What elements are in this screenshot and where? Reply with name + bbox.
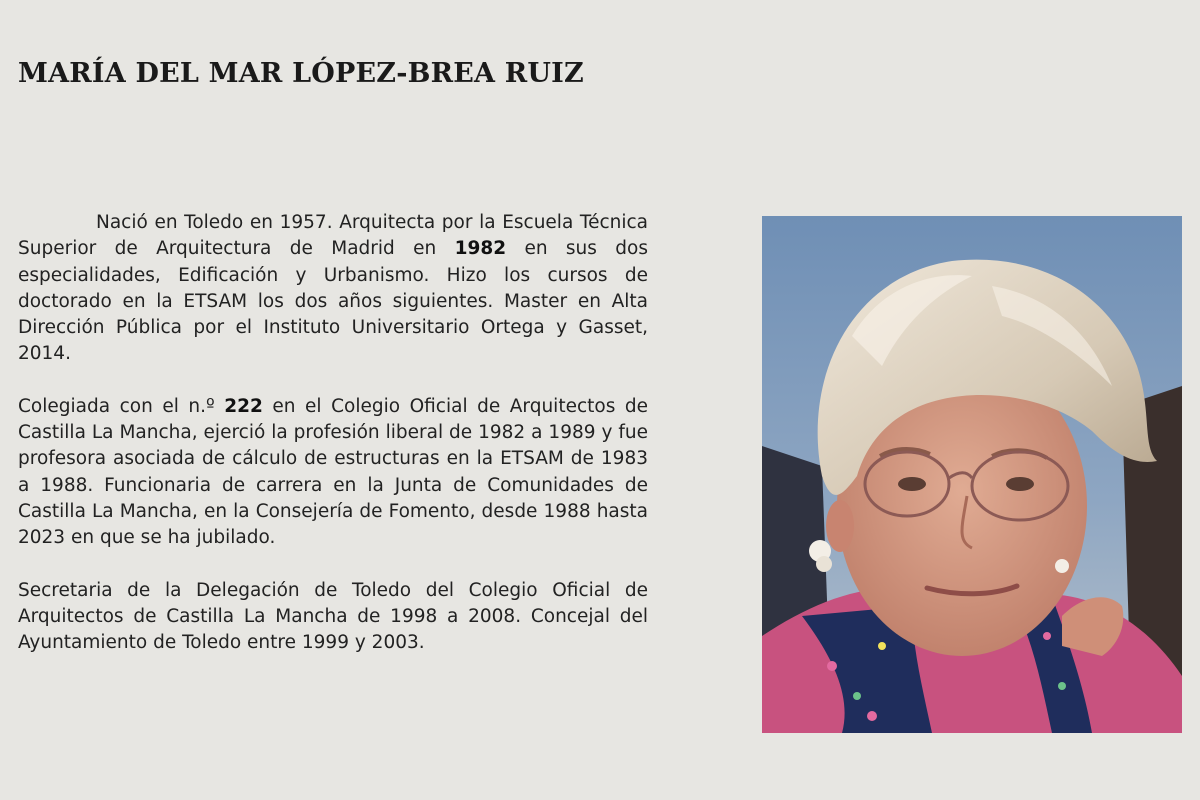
bio-p2-number-bold: 222 — [224, 395, 263, 417]
bio-p1-year-bold: 1982 — [454, 238, 507, 260]
bio-paragraph-2 — [18, 394, 648, 552]
bio-paragraph-1 — [18, 210, 648, 368]
page-title: MARÍA DEL MAR LÓPEZ-BREA RUIZ — [18, 58, 584, 89]
bio-p2-text-b: en el Colegio Oficial de Arquitectos de Castilla La Mancha, ejerció la profesión liberal de 1982 a 1989 y fue profesora asociada de cálculo de estructuras en la ETSAM de 1983 a 1988. Funcionaria de carrera en la Junta de Comunidades de Castilla La Mancha, en la Consejería de Fomento, desde 1988 hasta 2023 en que se ha jubilado. — [18, 395, 648, 549]
bio-p2-text-a: Colegiada con el n.º — [18, 395, 225, 417]
bio-p1-text-b: en sus dos especialidades, Edificación y Urbanismo. Hizo los cursos de doctorado en la ETSAM los dos años siguientes. Master en Alta Dirección Pública por el Instituto Universitario Ortega y Gasset, 2014. — [18, 238, 648, 365]
biography-text — [18, 210, 648, 682]
portrait-photo — [762, 216, 1182, 733]
portrait-illustration — [762, 216, 1182, 733]
bio-p1-text-a: Nació en Toledo en 1957. Arquitecta por la Escuela Técnica Superior de Arquitectura de Madrid en — [18, 212, 648, 260]
bio-paragraph-3: Secretaria de la Delegación de Toledo del Colegio Oficial de Arquitectos de Castilla La Mancha de 1998 a 2008. Concejal del Ayuntamiento de Toledo entre 1999 y 2003. — [18, 579, 648, 654]
